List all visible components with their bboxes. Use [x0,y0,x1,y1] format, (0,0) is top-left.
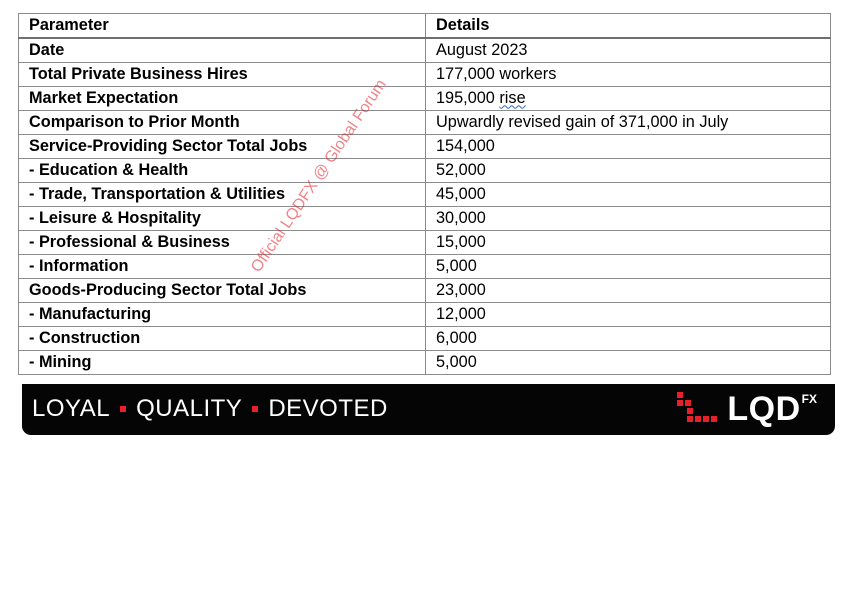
details-cell: 45,000 [426,183,831,207]
table-row [19,255,831,279]
tagline-separator [252,406,258,412]
details-cell: 6,000 [426,327,831,351]
brand-banner [22,384,835,435]
table-row [19,279,831,303]
details-cell: 154,000 [426,135,831,159]
parameter-cell: - Professional & Business [19,231,426,255]
parameter-cell: Goods-Producing Sector Total Jobs [19,279,426,303]
parameter-cell: Market Expectation [19,87,426,111]
table-row [19,183,831,207]
table-row [19,87,831,111]
column-header-details: Details [426,14,831,39]
details-cell: 5,000 [426,255,831,279]
tagline-word-quality: QUALITY [136,395,243,422]
details-cell: 15,000 [426,231,831,255]
parameter-cell: Date [19,38,426,63]
details-cell: Upwardly revised gain of 371,000 in July [426,111,831,135]
details-cell: 23,000 [426,279,831,303]
parameter-cell: - Information [19,255,426,279]
table-row [19,231,831,255]
table-header-row [19,14,831,39]
parameter-cell: Comparison to Prior Month [19,111,426,135]
details-cell: 52,000 [426,159,831,183]
table-row [19,135,831,159]
brand-tagline [32,394,388,424]
parameter-cell: - Construction [19,327,426,351]
parameter-cell: - Mining [19,351,426,375]
spellcheck-flagged-word: rise [499,89,526,108]
watermark: Official LQDFX @ Global Forum [248,76,390,276]
table-row [19,111,831,135]
data-table [18,13,831,375]
parameter-cell: - Leisure & Hospitality [19,207,426,231]
parameter-cell: - Manufacturing [19,303,426,327]
brand-name: LQD [727,389,801,428]
tagline-word-devoted: DEVOTED [268,395,388,422]
details-cell: 12,000 [426,303,831,327]
parameter-cell: - Education & Health [19,159,426,183]
parameter-cell: Service-Providing Sector Total Jobs [19,135,426,159]
details-cell: 5,000 [426,351,831,375]
table-row [19,327,831,351]
details-cell [426,87,831,111]
lqdfx-logo-icon [677,392,719,426]
details-cell: 177,000 workers [426,63,831,87]
table-row [19,351,831,375]
parameter-cell: - Trade, Transportation & Utilities [19,183,426,207]
details-cell: August 2023 [426,38,831,63]
table-row [19,38,831,63]
table-row [19,159,831,183]
brand-logo [677,388,817,430]
tagline-word-loyal: LOYAL [32,395,111,422]
table-row [19,63,831,87]
details-value: 195,000 [436,89,500,108]
parameter-cell: Total Private Business Hires [19,63,426,87]
table-row [19,303,831,327]
tagline-separator [120,406,126,412]
column-header-parameter: Parameter [19,14,426,39]
table-row [19,207,831,231]
details-cell: 30,000 [426,207,831,231]
brand-superscript: FX [801,392,817,406]
